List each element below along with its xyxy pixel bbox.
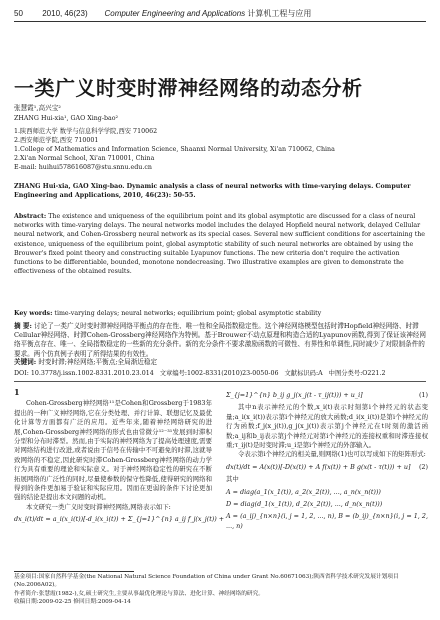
keywords-cn bbox=[14, 358, 426, 367]
definition-line: A = (a_ij)_{n×n}(i, j = 1, 2, ..., n), B = (b_ij)_{n×n}(i, j = 1, 2, ..., n) bbox=[226, 512, 428, 530]
running-header bbox=[14, 7, 426, 22]
where-label: 其中 bbox=[226, 475, 239, 484]
dates-note: 收稿日期:2009-02-25 修回日期:2009-04-14 bbox=[14, 599, 131, 606]
affiliation-line: 1.陕西师范大学 数学与信息科学学院,西安 710062 bbox=[14, 128, 158, 135]
intro-paragraph: Cohen-Grossberg神经网络¹¹是Cohen和Grossberg于1983年提出的一种广义神经网络,它在分类处理、并行计算、联想记忆及最优化计算等方面都有广泛的应用。近些年来,随着神经网络研究的进展,Cohen-Grossberg神经网络的形式也由常微分¹²⁻³¹发展到时滞积分型和分布时滞型。然而,由于实际的神经网络为了提高处理速度,需要对网络结构进行改进,或者说由于信号在传输中不可避免的时滞,这就导致网络的不稳定,因此研究时滞Cohen-Grossberg神经网络的动力学行为具有重要的理论和实际意义。对于神经网络稳定性的研究在不断拓展网络的广泛性的同时,尽量使参数的保守性降低,使得研究的网络和得到的条件更加易于验证和实际应用。因而在更弱的条件下讨论更加强的结论是提出本文问题的动机。 bbox=[14, 399, 212, 502]
author-bio-note: 作者简介:张慧霞(1982-),女,硕士研究生,主要从事最优化理论与算法、进化计算、神经网络的研究。 bbox=[14, 590, 264, 597]
equation-2-body: dx(t)/dt = A(x(t))[-D(x(t)) + A f(x(t)) + B g(x(t - τ(t))) + u] bbox=[226, 462, 411, 471]
footnote-rule bbox=[14, 571, 134, 572]
matrix-form-paragraph: 令表示第i个神经元的相关量,则网络(1)也可以写成如下的矩阵形式: bbox=[238, 450, 426, 459]
citation-en: ZHANG Hui-xia, GAO Xing-bao. Dynamic analysis a class of neural networks with time-varying delays. Computer Engineering and Applications, 2010, 46(23): 50-55. bbox=[14, 183, 411, 200]
authors-en: ZHANG Hui-xia¹, GAO Xing-bao² bbox=[14, 115, 119, 122]
page-number: 50 bbox=[14, 9, 23, 18]
doi: DOI: 10.3778/j.issn.1002-8331.2010.23.014 bbox=[14, 370, 154, 377]
email-line: E-mail: huihui578616087@stu.snnu.edu.cn bbox=[14, 164, 152, 171]
paper-title: 一类广义时变时滞神经网络的动态分析 bbox=[14, 76, 363, 100]
abstract-cn-label: 摘 要: bbox=[14, 322, 32, 330]
funding-note: 基金项目:国家自然科学基金(the National Natural Science Foundation of China under Grant No.60671063);陕西省科学技术研究发展计划项目(No.2006A02)。 bbox=[14, 574, 399, 589]
abstract-cn-text: 讨论了一类广义时变时滞神经网络平衡点的存在性、唯一性和全局指数稳定性。这个神经网络模型包括时滞Hopfield神经网络、时滞Cellular神经网络、时滞Cohen-Grossberg神经网络作为特例。基于Brouwer不动点原理和构造合适的Lyapunov函数,得到了保证该神经网络平衡点存在、唯一、全局指数稳定的一些新的充分条件。新的充分条件不要求激励函数的可微性、有界性和单调性,同时减少了对限制条件的要求。两个仿真例子表明了所得结果的有效性。 bbox=[14, 322, 426, 358]
footnotes bbox=[14, 573, 426, 607]
abstract-en bbox=[14, 212, 426, 276]
article-number: 文章编号:1002-8331(2010)23-0050-06 bbox=[159, 370, 279, 377]
affiliation-line: 2.西安师范学院,西安 710001 bbox=[14, 137, 99, 144]
definition-line: D = diag(d_1(x_1(t)), d_2(x_2(t)), ..., d_n(x_n(t))) bbox=[226, 500, 383, 509]
journal-name-cn: 计算机工程与应用 bbox=[247, 9, 312, 18]
abstract-cn bbox=[14, 322, 426, 359]
section-divider bbox=[14, 381, 426, 382]
equation-1-cont bbox=[226, 391, 428, 400]
keywords-en-label: Key words: bbox=[14, 310, 53, 317]
journal-name-en: Computer Engineering and Applications bbox=[104, 9, 246, 18]
variables-paragraph: 其中n表示神经元的个数,x_i(t)表示时刻第i个神经元的状态变量;a_i(x_i(t))表示第i个神经元的放大函数;d_i(x_i(t))是第i个神经元的行为函数;f_j(x_j(t)),g_j(x_j(t))表示第j个神经元在t时刻的激活函数;a_ij和b_ij表示第j个神经元对第i个神经元的连接权重和时滞连接权重;τ_ij(t)是时变时滞;u_i是第i个神经元的外部输入。 bbox=[226, 403, 428, 450]
equation-1-lhs: dx_i(t)/dt = a_i(x_i(t))[-d_i(x_i(t)) + Σ_{j=1}^{n} a_ij f_j(x_j(t)) + bbox=[14, 515, 225, 524]
abstract-en-label: Abstract: bbox=[14, 213, 47, 220]
equation-1-rhs: Σ_{j=1}^{n} b_ij g_j(x_j(t - τ_ij(t))) + u_i] bbox=[226, 391, 363, 399]
keywords-en bbox=[14, 309, 426, 318]
body-left-column bbox=[14, 387, 225, 528]
meta-line bbox=[14, 369, 426, 378]
document-code: 文献标识码:A bbox=[284, 370, 323, 377]
authors-cn: 张慧霞¹,高兴宝² bbox=[14, 104, 61, 112]
issue-label: 2010, 46(23) bbox=[42, 9, 88, 18]
affiliations-block bbox=[14, 127, 426, 172]
equation-2 bbox=[226, 463, 428, 472]
body-right-column bbox=[226, 388, 428, 534]
keywords-cn-label: 关键词: bbox=[14, 358, 37, 366]
keywords-cn-text: 时变时滞;神经网络;平衡点;全局渐近稳定 bbox=[38, 358, 158, 366]
section-heading-1: 1 bbox=[14, 387, 20, 397]
abstract-en-text: The existence and uniqueness of the equilibrium point and its global asymptotic are discussed for a class of neural networks with time-varying delays. The neural networks model includes the delayed Hopfield neural network, delayed Cellular neural network, and Cohen-Grossberg neural network as its special cases. Several new sufficient conditions for ascertaining the existence, uniqueness of the equilibrium point, global asymptotic stability of such neural networks are obtained by using the Brouwer's fixed point theory and constructing suitable Lyapunov functions. The new criteria don't require the activation functions to be differentiable, bounded, monotone nondecreasing. Two illustrative examples are given to demonstrate the effectiveness of the obtained results. bbox=[14, 213, 426, 276]
equation-2-number: (2) bbox=[418, 462, 428, 471]
affiliation-line: 1.College of Mathematics and Information Science, Shaanxi Normal University, Xi'an 710062, China bbox=[14, 146, 335, 153]
keywords-en-text: time-varying delays; neural networks; equilibrium point; global asymptotic stability bbox=[54, 310, 322, 317]
equation-1-number: (1) bbox=[418, 391, 428, 399]
model-intro-paragraph: 本文研究一类广义时变时滞神经网络,网络表示如下: bbox=[26, 502, 171, 511]
clc-number: 中图分类号:O221.2 bbox=[328, 370, 386, 377]
affiliation-line: 2.Xi'an Normal School, Xi'an 710001, China bbox=[14, 155, 155, 162]
definition-line: A = diag(a_1(x_1(t)), a_2(x_2(t)), ..., a_n(x_n(t))) bbox=[226, 487, 381, 496]
